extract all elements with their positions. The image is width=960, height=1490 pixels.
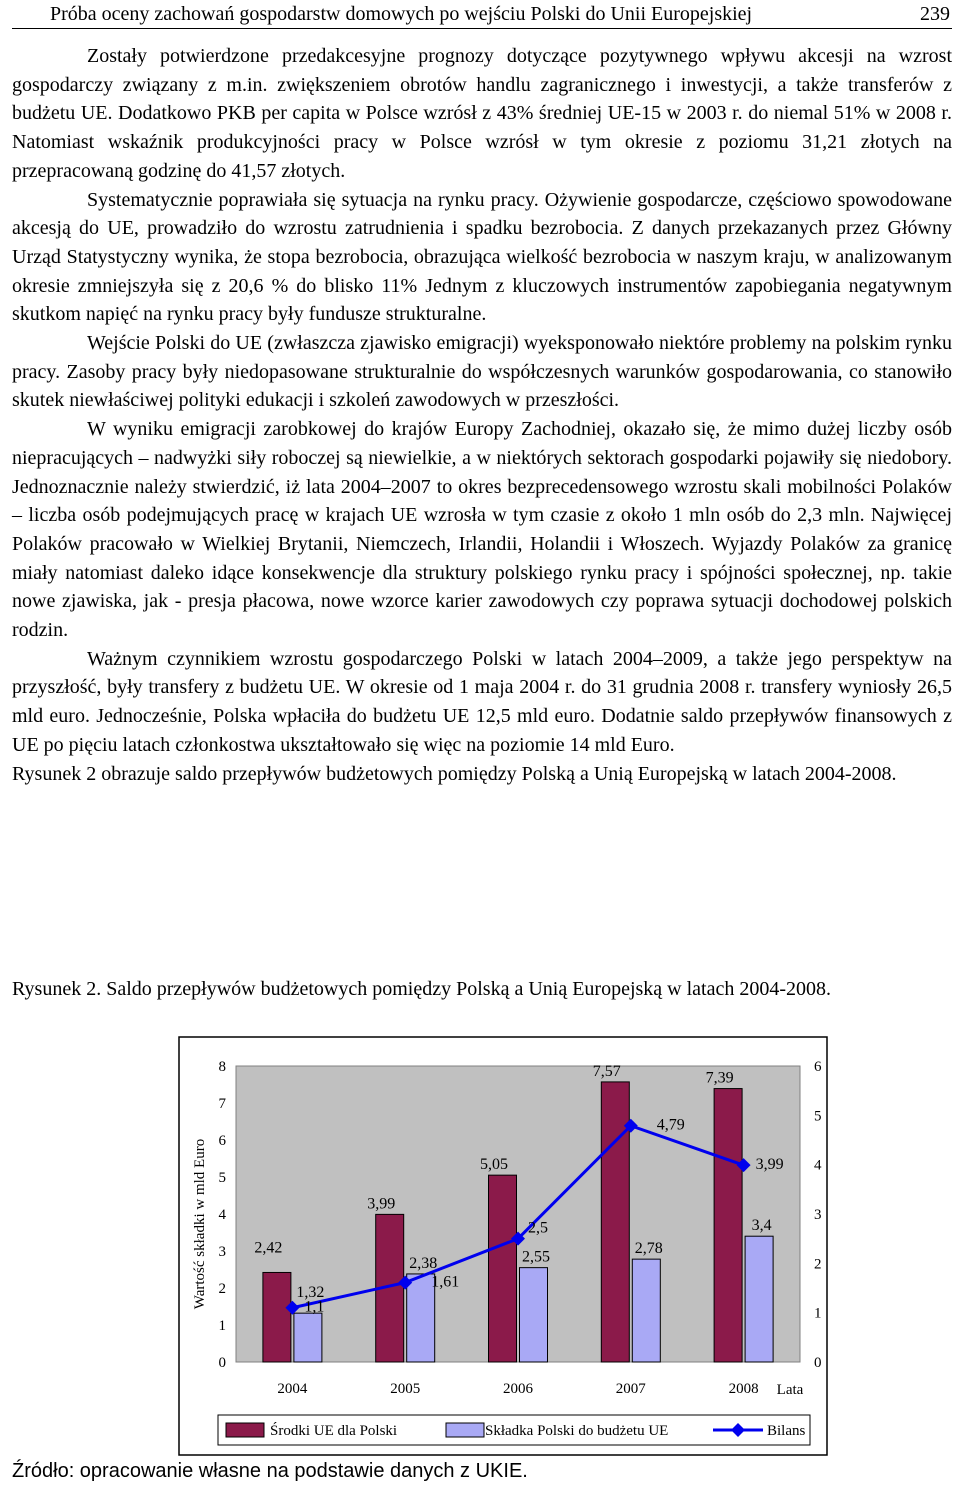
paragraph: Rysunek 2 obrazuje saldo przepływów budżetowych pomiędzy Polską a Unią Europejską w latach 2004-2008. xyxy=(12,762,897,785)
bar-skladka-polski xyxy=(294,1313,322,1362)
x-tick-label: 2007 xyxy=(615,1381,646,1397)
x-tick-label: 2006 xyxy=(503,1381,533,1397)
chart-svg xyxy=(178,1036,828,1456)
paragraph: Ważnym czynnikiem wzrostu gospodarczego Polski w latach 2004–2009, a także jego perspektyw na przyszłość, były transfery z budżetu UE. W okresie od 1 maja 2004 r. do 31 grudnia 2008 r. transfery wyniosły 26,5 mld euro. Jednocześnie, Polska wpłaciła do budżetu UE 12,5 mld euro. Dodatnie saldo przepływów finansowych z UE po pięciu latach członkostwa ukształtowało się więc na poziomie 14 mld Euro. xyxy=(12,647,952,756)
y-tick-left: 0 xyxy=(218,1355,226,1371)
figure-caption: Rysunek 2. Saldo przepływów budżetowych pomiędzy Polską a Unią Europejską w latach 2004-2008. xyxy=(12,978,832,1000)
legend-label-srodki: Środki UE dla Polski xyxy=(270,1423,398,1439)
running-title: Próba oceny zachowań gospodarstw domowych po wejściu Polski do Unii Europejskiej xyxy=(50,3,753,25)
data-label-srodki: 5,05 xyxy=(480,1156,508,1174)
y-tick-left: 1 xyxy=(218,1318,226,1334)
y-tick-left: 5 xyxy=(218,1170,226,1186)
x-axis-title: Lata xyxy=(776,1382,804,1398)
bar-srodki-ue xyxy=(714,1089,742,1362)
data-label-skladka: 2,78 xyxy=(634,1240,663,1258)
bar-srodki-ue xyxy=(601,1082,629,1362)
legend-swatch-skladka xyxy=(446,1423,484,1437)
legend-label-bilans: Bilans xyxy=(767,1423,806,1439)
y-tick-left: 6 xyxy=(218,1133,226,1149)
y-tick-right: 3 xyxy=(814,1207,822,1223)
legend-label-skladka: Składka Polski do budżetu UE xyxy=(485,1423,669,1439)
x-tick-label: 2008 xyxy=(728,1381,759,1397)
x-tick-label: 2005 xyxy=(390,1381,421,1397)
y-tick-right: 1 xyxy=(814,1305,822,1322)
y-tick-right: 0 xyxy=(814,1355,822,1371)
y-tick-left: 8 xyxy=(218,1059,226,1075)
data-label-skladka: 3,4 xyxy=(751,1217,772,1235)
x-tick-label: 2004 xyxy=(277,1381,308,1397)
y-tick-left: 7 xyxy=(218,1096,226,1112)
data-label-bilans: 1,61 xyxy=(431,1273,460,1291)
data-label-bilans: 1,1 xyxy=(304,1298,325,1316)
data-label-srodki: 2,42 xyxy=(254,1239,283,1257)
page-header xyxy=(12,2,952,29)
data-label-srodki: 3,99 xyxy=(367,1195,396,1213)
paragraph: Wejście Polski do UE (zwłaszcza zjawisko emigracji) wyeksponowało niektóre problemy na polskim rynku pracy. Zasoby pracy były niedopasowane strukturalnie do współczesnych warunków gospodarowania, co stanowiło skutek niewłaściwej polityki edukacji i szkoleń zawodowych w przeszłości. xyxy=(12,332,952,412)
bar-srodki-ue xyxy=(489,1175,517,1362)
data-label-skladka: 1,32 xyxy=(296,1284,325,1302)
paragraph: Systematycznie poprawiała się sytuacja na rynku pracy. Ożywienie gospodarcze, częściowo spowodowane akcesją do UE, prowadziło do wzrostu zatrudnienia i spadku bezrobocia. Z danych przekazanych przez Główny Urząd Statystyczny wynika, że stopa bezrobocia, obrazująca wielkość bezrobocia w naszym kraju, w analizowanym okresie zmniejszyła się z 20,6 % do blisko 11% Jednym z kluczowych instrumentów zapobiegania negatywnym skutkom napięć na rynku pracy były fundusze strukturalne. xyxy=(12,188,952,326)
data-label-skladka: 2,38 xyxy=(409,1254,438,1272)
y-tick-right: 2 xyxy=(814,1256,822,1273)
y-tick-right: 6 xyxy=(814,1059,822,1075)
data-label-bilans: 4,79 xyxy=(656,1116,685,1134)
legend-swatch-srodki xyxy=(226,1423,264,1437)
y-tick-left: 2 xyxy=(218,1281,226,1297)
paragraph: Zostały potwierdzone przedakcesyjne prognozy dotyczące pozytywnego wpływu akcesji na wzrost gospodarczy związany z m.in. zwiększeniem obrotów handlu zagranicznego i inwestycji, a także transferów z budżetu UE. Dodatkowo PKB per capita w Polsce wzrósł z 43% średniej UE-15 w 2003 r. do niemal 51% w 2008 r. Natomiast wskaźnik produkcyjności pracy w Polsce wzrósł w tym okresie z poziomu 31,21 złotych na przepracowaną godzinę do 41,57 złotych. xyxy=(12,45,952,182)
data-label-srodki: 7,39 xyxy=(705,1069,734,1087)
data-label-skladka: 2,55 xyxy=(522,1248,550,1266)
bar-skladka-polski xyxy=(520,1268,548,1362)
budget-flow-chart xyxy=(178,1036,828,1456)
y-tick-right: 4 xyxy=(814,1157,822,1174)
bar-srodki-ue xyxy=(263,1272,291,1362)
source-note: Źródło: opracowanie własne na podstawie danych z UKIE. xyxy=(12,1460,528,1482)
y-tick-left: 3 xyxy=(218,1244,226,1260)
bar-skladka-polski xyxy=(632,1259,660,1362)
data-label-srodki: 7,57 xyxy=(592,1062,621,1080)
main-text xyxy=(12,42,952,788)
y-tick-right: 5 xyxy=(814,1108,822,1125)
y-axis-title: Wartość składki w mld Euro xyxy=(192,1138,208,1310)
page-number: 239 xyxy=(920,3,950,25)
paragraph: W wyniku emigracji zarobkowej do krajów Europy Zachodniej, okazało się, że mimo dużej liczby osób niepracujących – nadwyżki siły roboczej są niewielkie, a w niektórych sektorach gospodarki pojawiły się niedobory. Jednoznacznie należy stwierdzić, iż lata 2004–2007 to okres bezprecedensowego wzrostu skali mobilności Polaków – liczba osób podejmujących pracę w krajach UE wzrosła w tym czasie z około 1 mln osób do 2,3 mln. Najwięcej Polaków pracowało w Wielkiej Brytanii, Niemczech, Irlandii, Holandii i Włoszech. Wyjazdy Polaków za granicę miały natomiast daleko idące konsekwencje dla struktury polskiego rynku pracy i spójności społecznej, np. takie nowe zjawiska, jak - presja płacowa, nowe wzorce karier zawodowych czy poprawa sytuacji dochodowej polskich rodzin. xyxy=(12,418,952,642)
data-label-bilans: 2,5 xyxy=(528,1219,548,1237)
y-tick-left: 4 xyxy=(218,1207,226,1223)
bar-skladka-polski xyxy=(745,1236,773,1362)
data-label-bilans: 3,99 xyxy=(755,1156,784,1174)
